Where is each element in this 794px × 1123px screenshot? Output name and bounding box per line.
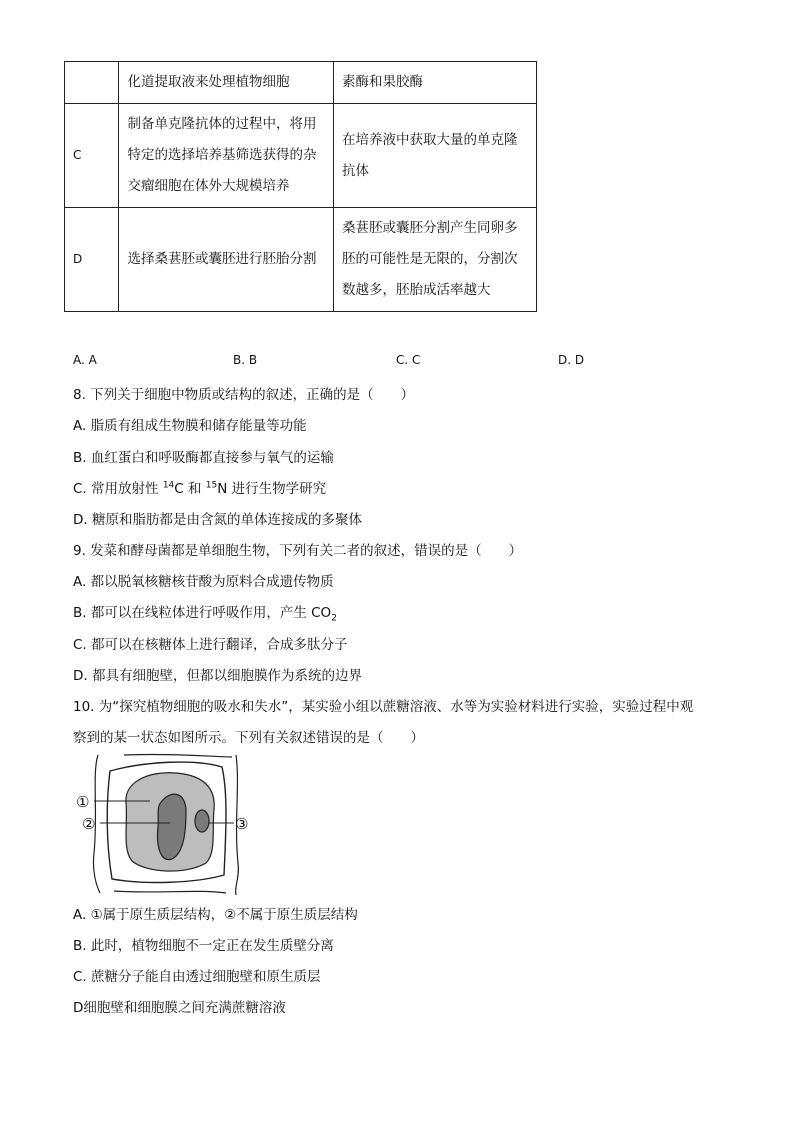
q8-c-text: N 进行生物学研究 [217,481,327,497]
q10-option-c[interactable]: C. 蔗糖分子能自由透过细胞壁和原生质层 [73,969,321,985]
q9-option-d[interactable]: D. 都具有细胞壁，但都以细胞膜作为系统的边界 [73,668,362,684]
q8-c-text: C. 常用放射性 [73,481,163,497]
row-label: C [65,104,119,208]
q10-option-d[interactable]: D细胞壁和细胞膜之间充满蔗糖溶液 [73,1000,286,1016]
q10-option-b[interactable]: B. 此时，植物细胞不一定正在发生质壁分离 [73,938,334,954]
result-cell: 桑葚胚或囊胚分割产生同卵多胚的可能性是无限的，分割次数越多，胚胎成活率越大 [333,208,536,312]
isotope-mass: 14 [162,480,175,491]
plant-cell-figure [76,753,256,895]
options-table [64,61,537,312]
choice-b[interactable]: B. B [233,353,258,367]
row-label: D [65,208,119,312]
figure-label-3: ③ [235,815,249,833]
q9-option-a[interactable]: A. 都以脱氧核糖核苷酸为原料合成遗传物质 [73,574,334,590]
q9-option-b[interactable] [73,601,337,624]
q7-choices [73,353,633,371]
operation-cell: 制备单克隆抗体的过程中，将用特定的选择培养基筛选获得的杂交瘤细胞在体外大规模培养 [119,104,334,208]
result-cell: 在培养液中获取大量的单克隆抗体 [333,104,536,208]
choice-d[interactable]: D. D [558,353,585,367]
q8-option-d[interactable]: D. 糖原和脂肪都是由含氮的单体连接成的多聚体 [73,512,362,528]
q8-c-text: C 和 [174,481,206,497]
subscript: 2 [331,613,337,624]
table-row [65,104,537,208]
figure-label-2: ② [82,815,96,833]
q8-stem: 8. 下列关于细胞中物质或结构的叙述，正确的是（ ） [73,387,415,403]
q9-option-c[interactable]: C. 都可以在核糖体上进行翻译，合成多肽分子 [73,637,348,653]
q10-stem-line2: 察到的某一状态如图所示。下列有关叙述错误的是（ ） [73,730,424,746]
cell-wall-line [124,754,232,757]
q8-option-a[interactable]: A. 脂质有组成生物膜和储存能量等功能 [73,418,307,434]
q8-option-b[interactable]: B. 血红蛋白和呼吸酶都直接参与氧气的运输 [73,450,334,466]
table-row [65,208,537,312]
cell-wall-line [114,891,226,893]
isotope-mass: 15 [205,480,218,491]
q9-b-text: B. 都可以在线粒体进行呼吸作用，产生 CO [73,605,332,621]
row-label [65,62,119,104]
operation-cell: 选择桑葚胚或囊胚进行胚胎分割 [119,208,334,312]
q8-option-c[interactable] [73,477,326,497]
choice-a[interactable]: A. A [73,353,97,367]
operation-cell: 化道提取液来处理植物细胞 [119,62,334,104]
table-row [65,62,537,104]
q10-option-a[interactable]: A. ①属于原生质层结构，②不属于原生质层结构 [73,907,358,923]
figure-label-1: ① [76,793,90,811]
q10-stem-line1: 10. 为“探究植物细胞的吸水和失水”，某实验小组以蔗糖溶液、水等为实验材料进行实验，实验过程中观 [73,699,694,715]
choice-c[interactable]: C. C [396,353,421,367]
q9-stem: 9. 发菜和酵母菌都是单细胞生物，下列有关二者的叙述，错误的是（ ） [73,543,523,559]
result-cell: 素酶和果胶酶 [333,62,536,104]
nucleus [195,810,209,832]
